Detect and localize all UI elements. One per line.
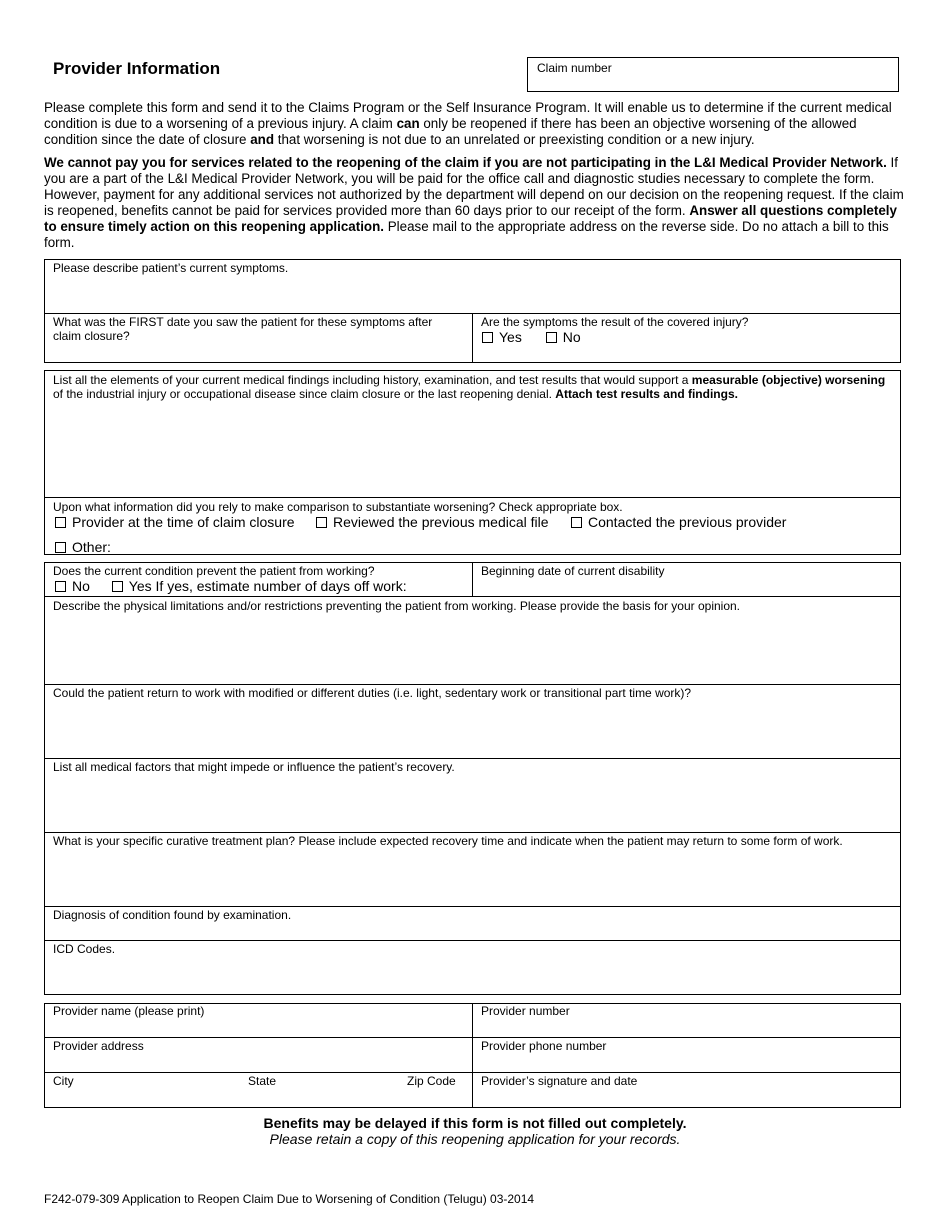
signature-date-field[interactable]: Provider’s signature and date	[481, 1074, 638, 1088]
intro-text: Please complete this form and send it to the Claims Program or the Self Insurance Program. It will enable us to determine if the current medical condition is due to a worsening of a previous injury. A claim	[44, 100, 892, 131]
intro-text: that worsening is not due to an unrelated or preexisting condition or a new injury.	[274, 132, 755, 147]
claim-number-label: Claim number	[537, 61, 612, 75]
claim-number-field[interactable]	[527, 57, 899, 92]
payment-emphasis: Answer all questions completely to ensure timely action on this reopening application.	[44, 203, 897, 234]
divider	[44, 758, 901, 759]
payment-text: If you are a part of the L&I Medical Provider Network, you will be paid for the office call and diagnostic studies necessary to complete the form. However, payment for any additional services not authorized by the department will depend on our decision on the reopening request. If the claim is reopened, benefits cannot be paid for services provided more than 60 days prior to our receipt of the form.	[44, 155, 904, 218]
diagnosis-field[interactable]: Diagnosis of condition found by examination.	[53, 908, 292, 922]
findings-field[interactable]	[53, 373, 893, 401]
divider	[472, 562, 473, 597]
checkbox[interactable]	[571, 517, 582, 528]
page-title: Provider Information	[53, 59, 221, 78]
option-label: Contacted the previous provider	[588, 514, 787, 530]
intro-paragraph	[44, 100, 906, 148]
symptoms-field[interactable]: Please describe patient’s current symptoms.	[53, 261, 289, 275]
icd-codes-field[interactable]: ICD Codes.	[53, 942, 116, 956]
work-status-section	[44, 562, 901, 995]
comparison-label: Upon what information did you rely to make comparison to substantiate worsening? Check appropriate box.	[53, 500, 623, 514]
yes-checkbox[interactable]	[482, 332, 493, 343]
findings-text: of the industrial injury or occupational disease since claim closure or the last reopening denial.	[53, 387, 556, 401]
zip-code-field[interactable]: Zip Code	[407, 1074, 456, 1088]
covered-injury-options	[482, 329, 581, 345]
option-label: Provider at the time of claim closure	[72, 514, 295, 530]
yes-days-label: Yes If yes, estimate number of days off work:	[128, 578, 407, 594]
provider-phone-field[interactable]: Provider phone number	[481, 1039, 607, 1053]
treatment-plan-field[interactable]: What is your specific curative treatment plan? Please include expected recovery time and indicate when the patient may return to some form of work.	[53, 834, 843, 848]
payment-text: Please mail to the appropriate address on the reverse side. Do no attach a bill to this form.	[44, 219, 889, 250]
option-other[interactable]	[55, 539, 111, 555]
medical-factors-field[interactable]: List all medical factors that might impede or influence the patient’s recovery.	[53, 760, 455, 774]
modified-duties-field[interactable]: Could the patient return to work with modified or different duties (i.e. light, sedentary work or transitional part time work)?	[53, 686, 692, 700]
first-date-field[interactable]: What was the FIRST date you saw the patient for these symptoms after claim closure?	[53, 315, 433, 343]
divider	[44, 497, 901, 498]
divider	[472, 1003, 473, 1108]
prevent-working-label: Does the current condition prevent the patient from working?	[53, 564, 375, 578]
divider	[44, 1037, 901, 1038]
provider-name-field[interactable]: Provider name (please print)	[53, 1004, 205, 1018]
yes-label: Yes	[499, 329, 522, 345]
intro-emphasis: and	[250, 132, 275, 147]
option-contacted-provider[interactable]	[571, 514, 786, 530]
option-label: Reviewed the previous medical file	[333, 514, 549, 530]
divider	[44, 596, 901, 597]
yes-checkbox[interactable]	[112, 581, 123, 592]
form-identifier: F242-079-309 Application to Reopen Claim Due to Worsening of Condition (Telugu) 03-2014	[44, 1192, 535, 1206]
findings-emphasis: Attach test results and findings.	[555, 387, 738, 401]
retain-copy-note: Please retain a copy of this reopening application for your records.	[269, 1131, 681, 1147]
option-claim-closure[interactable]	[55, 514, 295, 530]
prevent-working-options	[55, 578, 407, 594]
limitations-field[interactable]: Describe the physical limitations and/or restrictions preventing the patient from working. Please provide the basis for your opinion.	[53, 599, 741, 613]
payment-emphasis: We cannot pay you for services related to the reopening of the claim if you are not participating in the L&I Medical Provider Network.	[44, 155, 887, 170]
covered-injury-label: Are the symptoms the result of the covered injury?	[481, 315, 749, 329]
divider	[472, 313, 473, 363]
divider	[44, 832, 901, 833]
benefits-warning: Benefits may be delayed if this form is not filled out completely.	[263, 1115, 687, 1131]
intro-emphasis: can	[396, 116, 420, 131]
divider	[44, 940, 901, 941]
checkbox[interactable]	[316, 517, 327, 528]
divider	[44, 906, 901, 907]
provider-number-field[interactable]: Provider number	[481, 1004, 570, 1018]
checkbox[interactable]	[55, 517, 66, 528]
divider	[44, 684, 901, 685]
option-reviewed-file[interactable]	[316, 514, 549, 530]
no-label: No	[562, 329, 581, 345]
disability-date-field[interactable]: Beginning date of current disability	[481, 564, 665, 578]
state-field[interactable]: State	[248, 1074, 277, 1088]
findings-emphasis: measurable (objective) worsening	[691, 373, 886, 387]
intro-text: only be reopened if there has been an objective worsening of the allowed condition since the date of closure	[44, 116, 857, 147]
no-label: No	[72, 578, 90, 594]
no-checkbox[interactable]	[546, 332, 557, 343]
checkbox[interactable]	[55, 542, 66, 553]
payment-paragraph	[44, 155, 906, 251]
option-label: Other:	[72, 539, 111, 555]
divider	[44, 1072, 901, 1073]
provider-address-field[interactable]: Provider address	[53, 1039, 144, 1053]
no-checkbox[interactable]	[55, 581, 66, 592]
findings-text: List all the elements of your current medical findings including history, examination, and test results that would support a	[53, 373, 692, 387]
city-field[interactable]: City	[53, 1074, 74, 1088]
